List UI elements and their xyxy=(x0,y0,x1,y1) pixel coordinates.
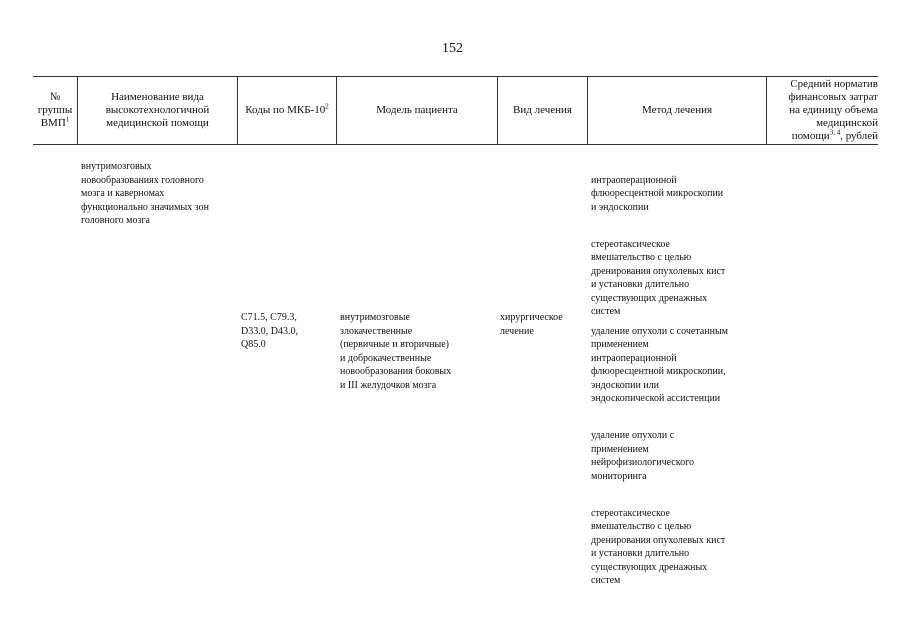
header-bottom-border xyxy=(33,144,878,145)
row2-method: удаление опухоли с применением нейрофизиологического мониторинга xyxy=(591,430,694,482)
header-cost-standard-text: Средний норматив финансовых затрат на единицу объема медицинской помощи xyxy=(788,78,878,142)
row2-method: стереотаксическое вмешательство с целью дренирования опухолевых кист и установки длительно существующих дренажных систем xyxy=(591,507,726,586)
row2-treatment-type: хирургическое лечение xyxy=(500,312,563,337)
header-cost-standard-suffix: , рублей xyxy=(840,130,878,142)
header-care-type: Наименование вида высокотехнологичной медицинской помощи xyxy=(105,91,210,129)
header-cost-standard xyxy=(767,77,878,144)
row2-icd-codes: C71.5, C79.3, D33.0, D43.0, Q85.0 xyxy=(241,312,298,350)
footnote-ref: 2 xyxy=(325,102,329,111)
header-group-number xyxy=(33,77,77,144)
row2-methods xyxy=(591,311,763,611)
footnote-ref: 1 xyxy=(65,115,70,124)
header-icd-codes-text: Коды по МКБ-10 xyxy=(245,104,326,116)
row1-method: интраоперационной флюоресцентной микроскопии и эндоскопии xyxy=(591,174,724,213)
row1-method: стереотаксическое вмешательство с целью дренирования опухолевых кист и установки длительно существующих дренажных систем xyxy=(591,238,726,317)
header-group-number-text: № группы ВМП xyxy=(37,91,73,129)
header-treatment-method: Метод лечения xyxy=(641,104,713,116)
row2-method: удаление опухоли с сочетанным применением интраоперационной флюоресцентной микроскопии, эндоскопии или эндоскопической ассистенции xyxy=(591,325,729,404)
header-treatment-type: Вид лечения xyxy=(513,104,572,116)
row1-care-type: внутримозговых новообразованиях головного мозга и каверномах функционально значимых зон головного мозга xyxy=(81,161,209,226)
row2-patient-model: внутримозговые злокачественные (первичные и вторичные) и доброкачественные новообразования боковых и III желудочков мозга xyxy=(340,312,452,391)
header-patient-model: Модель пациента xyxy=(376,104,458,116)
footnote-ref: 3, 4 xyxy=(829,128,841,137)
page-number: 152 xyxy=(442,41,463,56)
header-icd-codes xyxy=(238,77,336,144)
